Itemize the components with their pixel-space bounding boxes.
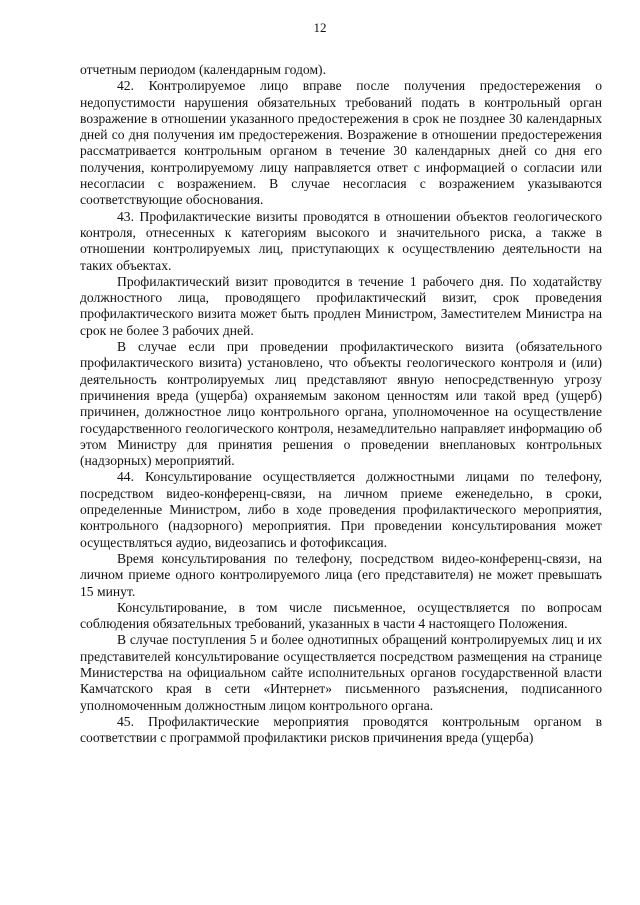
- paragraph-visit-duration: Профилактический визит проводится в течение 1 рабочего дня. По ходатайству должностного лица, проводящего профилактический визит, срок проведения профилактического визита может быть продлен Министром, Заместителем Министра на срок не более 3 рабочих дней.: [80, 273, 602, 338]
- paragraph-threat-case: В случае если при проведении профилактического визита (обязательного профилактического визита) установлено, что объекты геологического контроля и (или) деятельность контролируемых лиц представляют явную непосредственную угрозу причинения вреда (ущерба) охраняемым законом ценностям или такой вред (ущерб) причинен, должностное лицо контрольного органа, уполномоченное на осуществление государственного геологического контроля, незамедлительно направляет информацию об этом Министру для принятия решения о проведении внеплановых контрольных (надзорных) мероприятий.: [80, 339, 602, 469]
- paragraph-continuation: отчетным периодом (календарным годом).: [80, 62, 326, 77]
- paragraph-repeated-requests: В случае поступления 5 и более однотипных обращений контролируемых лиц и их представителей консультирование осуществляется посредством размещения на странице Министерства на официальном сайте исполнительных органов государственной власти Камчатского края в сети «Интернет» письменного разъяснения, подписанного уполномоченным должностным лицом контрольного органа.: [80, 632, 602, 713]
- paragraph-consultation-time: Время консультирования по телефону, посредством видео-конференц-связи, на личном приеме одного контролируемого лица (его представителя) не может превышать 15 минут.: [80, 550, 602, 599]
- paragraph-item-45: 45. Профилактические мероприятия проводятся контрольным органом в соответствии с программой профилактики рисков причинения вреда (ущерба): [80, 713, 602, 746]
- paragraph-item-43: 43. Профилактические визиты проводятся в отношении объектов геологического контроля, отнесенных к категориям высокого и значительного риска, а также в отношении контролируемых лиц, приступающих к осуществлению деятельности на таких объектах.: [80, 208, 602, 273]
- paragraph-item-42: 42. Контролируемое лицо вправе после получения предостережения о недопустимости нарушения обязательных требований подать в контрольный орган возражение в отношении указанного предостережения в срок не позднее 30 календарных дней со дня получения им предостережения. Возражение в отношении предостережения рассматривается контрольным органом в течение 30 календарных дней со дня его получения, контролируемому лицу направляется ответ с информацией о согласии или несогласии с возражением. В случае несогласия с возражением указываются соответствующие обоснования.: [80, 78, 602, 208]
- paragraph-written-consultation: Консультирование, в том числе письменное, осуществляется по вопросам соблюдения обязательных требований, указанных в части 4 настоящего Положения.: [80, 599, 602, 632]
- paragraph-item-44: 44. Консультирование осуществляется должностными лицами по телефону, посредством видео-конференц-связи, на личном приеме еженедельно, в сроки, определенные Министром, либо в ходе проведения профилактического мероприятия, контрольного (надзорного) мероприятия. При проведении консультирования может осуществляться аудио, видеозапись и фотофиксация.: [80, 469, 602, 550]
- page-number: 12: [313, 20, 327, 35]
- document-body: [80, 62, 602, 746]
